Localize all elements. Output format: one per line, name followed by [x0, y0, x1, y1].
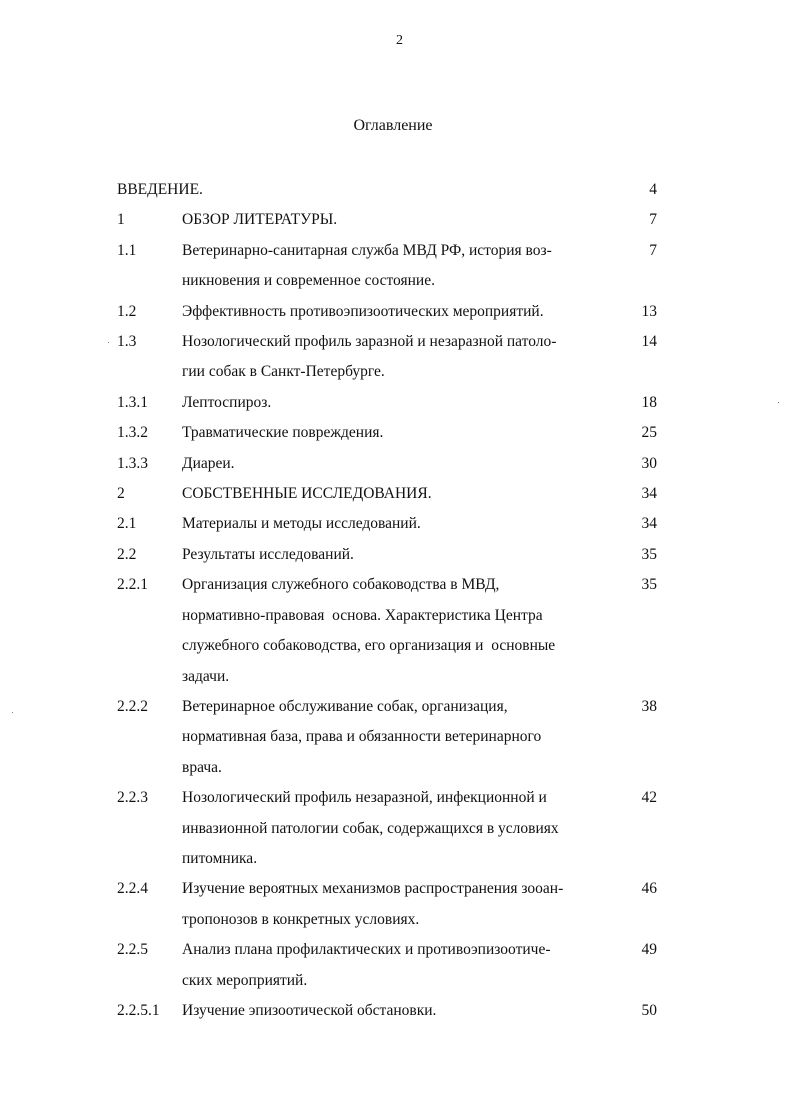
toc-entry [117, 935, 657, 996]
toc-entry-page: 13 [641, 302, 657, 320]
toc-entry [117, 874, 657, 935]
toc-entry-number: 2.1 [117, 515, 137, 533]
toc-entry-page: 14 [641, 333, 657, 351]
toc-entry [117, 570, 657, 692]
toc-entry [117, 418, 657, 448]
toc-entry-title [182, 783, 602, 874]
toc-entry-title [182, 570, 602, 692]
toc-entry-number: 2.2.5 [117, 941, 148, 959]
toc-entry-title-line: нормативно-правовая основа. Характеристика Центра [182, 606, 543, 624]
toc-entry [117, 297, 657, 327]
toc-entry-title [182, 327, 602, 388]
toc-entry-page: 4 [649, 181, 657, 198]
toc-entry-page: 30 [641, 454, 657, 472]
toc-entry-number: 2.2 [117, 545, 137, 563]
toc-entry-page: 35 [641, 576, 657, 594]
toc-entry-title [182, 449, 602, 479]
toc-entry-title-line: Лептоспироз. [182, 393, 272, 411]
toc-entry-page: 25 [641, 424, 657, 442]
toc-entry-title-line: Ветеринарное обслуживание собак, организация, [182, 697, 508, 715]
toc-entry-title-line: инвазионной патологии собак, содержащихся в условиях [182, 819, 559, 837]
toc-entry-title-line: Результаты исследований. [182, 545, 354, 563]
toc-entry-title-line: питомника. [182, 849, 258, 867]
toc-entry-title [182, 935, 602, 996]
toc-entry-number: 1.1 [117, 241, 137, 259]
toc-entry-title-line: Материалы и методы исследований. [182, 515, 421, 533]
toc-entry-page: 7 [649, 241, 657, 259]
toc-entry-number: 2.2.1 [117, 576, 148, 594]
scan-artifact [778, 402, 779, 403]
toc-entry-title [182, 540, 602, 570]
toc-entry-number: 1.2 [117, 302, 137, 320]
toc-entry-number: 2.2.3 [117, 789, 148, 807]
page-title: Оглавление [353, 117, 433, 134]
toc-entry-title [182, 205, 602, 235]
toc-entry-title-line: Нозологический профиль незаразной, инфекционной и [182, 789, 547, 807]
toc-entry [117, 783, 657, 874]
toc-entry-number: 2.2.5.1 [117, 1001, 160, 1019]
toc-entry-title-line: Анализ плана профилактических и противоэпизоотиче- [182, 941, 551, 959]
toc-entry-title-line: Организация служебного собаководства в МВД, [182, 576, 500, 594]
toc-entry-title-line: ОБЗОР ЛИТЕРАТУРЫ. [182, 211, 338, 229]
toc-entry [117, 175, 657, 205]
toc-entry-title-line: Изучение вероятных механизмов распространения зооан- [182, 880, 564, 898]
toc-entry-page: 18 [641, 393, 657, 411]
toc-entry-title [182, 236, 602, 297]
toc-entry [117, 692, 657, 783]
toc-entry-number: 2.2.4 [117, 880, 148, 898]
toc-entry-title-line: никновения и современное состояние. [182, 272, 435, 290]
toc-entry-page: 49 [641, 941, 657, 959]
toc-entry [117, 327, 657, 388]
toc-entry [117, 205, 657, 235]
toc-entry-page: 34 [641, 515, 657, 533]
toc-entry-title-line: Нозологический профиль заразной и незаразной патоло- [182, 333, 557, 351]
toc-entry-title-line: СОБСТВЕННЫЕ ИССЛЕДОВАНИЯ. [182, 485, 432, 503]
toc-entry-page: 7 [649, 211, 657, 229]
toc-entry-title-line: Эффективность противоэпизоотических мероприятий. [182, 302, 544, 320]
toc-entry [117, 479, 657, 509]
toc-entry-number: 1.3.1 [117, 393, 148, 411]
toc-entry-page: 34 [641, 485, 657, 503]
toc-entry [117, 509, 657, 539]
toc-entry-title-line: Диареи. [182, 454, 235, 472]
toc-entry-number: 1.3.3 [117, 454, 148, 472]
toc-entry-title-line: служебного собаководства, его организация и основные [182, 637, 556, 655]
toc-entry [117, 996, 657, 1026]
toc-entry-number: 1.3.2 [117, 424, 148, 442]
toc-entry-page: 42 [641, 789, 657, 807]
toc-entry-title-line: гии собак в Санкт-Петербурге. [182, 363, 385, 381]
toc-entry-title-line: ских мероприятий. [182, 971, 308, 989]
toc-entry-number: 1.3 [117, 333, 137, 351]
toc-entry [117, 388, 657, 418]
toc-entry-title [182, 297, 602, 327]
toc-entry-title-line: тропонозов в конкретных условиях. [182, 910, 420, 928]
toc-entry-page: 38 [641, 697, 657, 715]
toc-entry-title [182, 874, 602, 935]
toc-entry-title [182, 509, 602, 539]
toc-entry-title-line: врача. [182, 758, 222, 776]
toc-entry-title [182, 479, 602, 509]
toc-entry-title [117, 175, 537, 205]
toc-entry [117, 236, 657, 297]
toc-entry-title-line: ВВЕДЕНИЕ. [117, 181, 203, 198]
scan-artifact [12, 712, 13, 713]
toc-entry-title-line: задачи. [182, 667, 230, 685]
toc-entry-number: 1 [117, 211, 125, 229]
toc-entry-title [182, 692, 602, 783]
toc-entry-title-line: Ветеринарно-санитарная служба МВД РФ, история воз- [182, 241, 552, 259]
scan-artifact [108, 342, 109, 343]
page-number: 2 [396, 33, 403, 48]
toc-entry-page: 46 [641, 880, 657, 898]
toc-entry-page: 50 [641, 1001, 657, 1019]
toc-entry-title [182, 418, 602, 448]
toc-entry-number: 2 [117, 485, 125, 503]
toc-entry [117, 449, 657, 479]
toc-entry-title-line: нормативная база, права и обязанности ветеринарного [182, 728, 542, 746]
toc-entry-title-line: Травматические повреждения. [182, 424, 384, 442]
toc-entry [117, 540, 657, 570]
toc-entry-page: 35 [641, 545, 657, 563]
toc-entry-number: 2.2.2 [117, 697, 148, 715]
toc-entry-title [182, 388, 602, 418]
toc-entry-title-line: Изучение эпизоотической обстановки. [182, 1001, 437, 1019]
toc-entry-title [182, 996, 602, 1026]
table-of-contents [117, 175, 657, 1026]
